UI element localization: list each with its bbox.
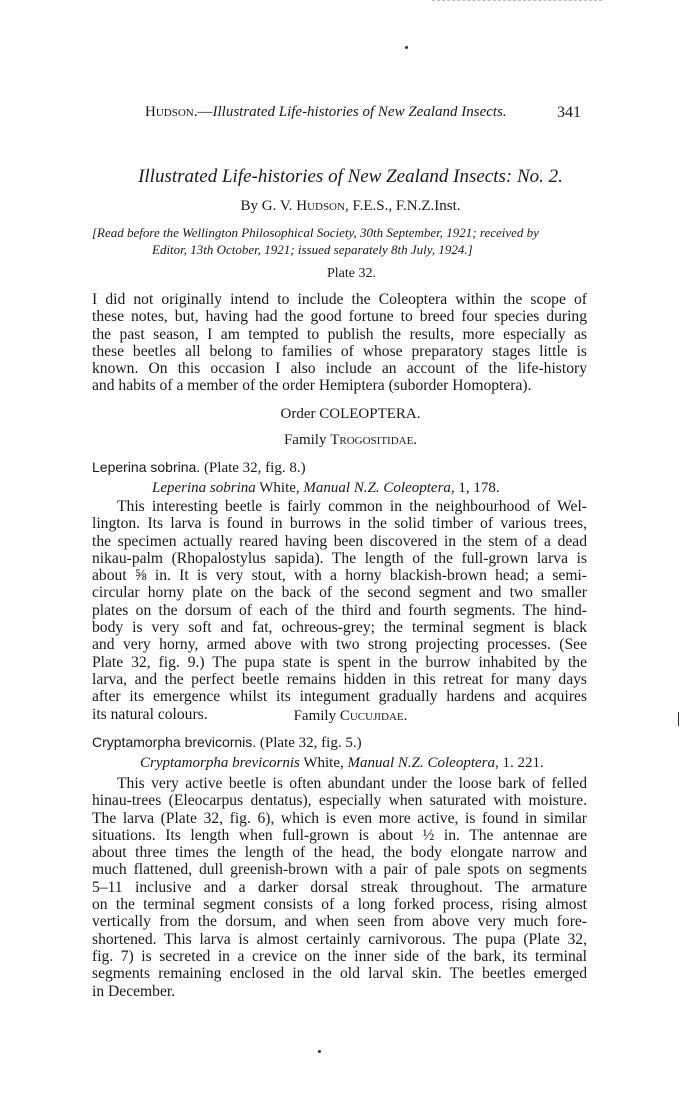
read-note-line-1: [Read before the Wellington Philosophical Society, 30th September, 1921; received by bbox=[92, 225, 539, 240]
text-line: larva, and the perfect beetle remains hidden in this retreat for many days bbox=[92, 670, 587, 688]
text-line: situations. Its length when full-grown is about ½ in. The antennae are bbox=[92, 826, 587, 844]
byline-credentials: , F.E.S., F.N.Z.Inst. bbox=[344, 198, 461, 214]
text-line: about three times the length of the head, the body elongate narrow and bbox=[92, 844, 587, 862]
intro-line: these notes, but, having had the good fortune to breed four species during bbox=[92, 308, 587, 326]
text-line: vertically from the dorsum, and when seen from above very much fore- bbox=[92, 913, 587, 931]
species-plate-ref: (Plate 32, fig. 5.) bbox=[259, 735, 362, 751]
species-citation-leperina bbox=[152, 480, 500, 497]
text-line: This interesting beetle is fairly common in the neighbourhood of Wel- bbox=[117, 498, 587, 515]
intro-line: these beetles all belong to families of whose preparatory stages little is bbox=[92, 342, 587, 360]
text-line: plates on the dorsum of each of the third and fourth segments. The hind- bbox=[92, 601, 587, 619]
article-title: Illustrated Life-histories of New Zealand Insects: No. 2. bbox=[138, 166, 563, 187]
species-citation-cryptamorpha bbox=[140, 755, 544, 772]
family-prefix: Family bbox=[283, 432, 331, 448]
citation-species: Leperina sobrina bbox=[152, 480, 256, 496]
family-heading-cucujidae bbox=[0, 705, 681, 725]
text-line: on the terminal segment consists of a long forked process, rising almost bbox=[92, 896, 587, 914]
text-line: and very horny, armed above with two strong projecting processes. (See bbox=[92, 636, 587, 654]
intro-line: the past season, I am tempted to publish the results, more especially as bbox=[92, 325, 587, 343]
running-head bbox=[145, 104, 595, 124]
text-line: circular horny plate on the back of the second segment and two smaller bbox=[92, 584, 587, 602]
leperina-description bbox=[92, 498, 587, 723]
citation-author: White, bbox=[299, 755, 348, 771]
text-line: its natural colours. bbox=[92, 705, 208, 723]
citation-book: Manual N.Z. Coleoptera bbox=[303, 480, 451, 496]
cryptamorpha-description bbox=[92, 775, 587, 1000]
running-head-title: Illustrated Life-histories of New Zealand Insects. bbox=[212, 104, 507, 120]
species-heading-leperina bbox=[92, 459, 306, 477]
byline-author: Hudson bbox=[296, 198, 345, 214]
plate-reference: Plate 32. bbox=[327, 266, 376, 281]
text-line: about ⅝ in. It is very stout, with a horny blackish-brown head; a semi- bbox=[92, 567, 587, 585]
text-line: The larva (Plate 32, fig. 6), which is even more active, is found in similar bbox=[92, 809, 587, 827]
read-note-line-2: Editor, 13th October, 1921; issued separately 8th July, 1924.] bbox=[152, 242, 473, 257]
text-line: after its emergence whilst its integument gradually hardens and acquires bbox=[92, 688, 587, 706]
intro-line: and habits of a member of the order Hemiptera (suborder Homoptera). bbox=[92, 377, 532, 395]
text-line: hinau-trees (Eleocarpus dentatus), especially when saturated with moisture. bbox=[92, 792, 587, 810]
scan-speck bbox=[318, 1050, 321, 1053]
running-head-text bbox=[145, 104, 507, 121]
intro-line: I did not originally intend to include the Coleoptera within the scope of bbox=[92, 291, 587, 308]
running-head-author: Hudson bbox=[145, 104, 194, 120]
byline-prefix: By G. V. bbox=[240, 198, 297, 214]
species-name: Leperina sobrina. bbox=[92, 459, 201, 475]
text-line: nikau-palm (Rhopalostylus sapida). The length of the full-grown larva is bbox=[92, 549, 587, 567]
text-line: the specimen actually reared having been discovered in the stem of a dead bbox=[92, 532, 587, 550]
family-prefix: Family bbox=[293, 708, 340, 724]
intro-line: known. On this occasion I also include an account of the life-history bbox=[92, 360, 587, 378]
text-line: fig. 7) is secreted in a crevice on the inner side of the bark, its terminal bbox=[92, 947, 587, 965]
family-name: Cucujidae. bbox=[339, 708, 408, 724]
text-line: segments remaining enclosed in the old larval skin. The beetles emerged bbox=[92, 965, 587, 983]
page-number: 341 bbox=[557, 104, 581, 121]
text-line: in December. bbox=[92, 982, 176, 1000]
scan-artifact-top bbox=[432, 0, 602, 5]
species-heading-cryptamorpha bbox=[92, 734, 362, 752]
species-name: Cryptamorpha brevicornis. bbox=[92, 734, 257, 750]
species-plate-ref: (Plate 32, fig. 8.) bbox=[203, 460, 306, 476]
intro-paragraph bbox=[92, 291, 587, 395]
family-name: Trogositidae. bbox=[330, 432, 418, 448]
read-note bbox=[92, 224, 587, 258]
article-byline bbox=[0, 198, 681, 215]
text-line: body is very soft and fat, ochreous-grey; the terminal segment is black bbox=[92, 619, 587, 637]
text-line: shortened. This larva is almost certainly carnivorous. The pupa (Plate 32, bbox=[92, 930, 587, 948]
citation-ref: , 1. 221. bbox=[495, 755, 544, 771]
running-head-separator: .— bbox=[193, 104, 213, 120]
text-line: This very active beetle is often abundant under the loose bark of felled bbox=[117, 775, 587, 792]
scan-speck bbox=[405, 46, 408, 49]
text-line: 5–11 inclusive and a darker dorsal streak throughout. The armature bbox=[92, 878, 587, 896]
text-line: lington. Its larva is found in burrows in the solid timber of various trees, bbox=[92, 515, 587, 533]
text-line: Plate 32, fig. 9.) The pupa state is spent in the burrow inhabited by the bbox=[92, 653, 587, 671]
citation-species: Cryptamorpha brevicornis bbox=[140, 755, 300, 771]
family-heading-trogositidae bbox=[0, 432, 681, 449]
citation-author: White, bbox=[255, 480, 304, 496]
citation-book: Manual N.Z. Coleoptera bbox=[347, 755, 496, 771]
text-line: much flattened, dull greenish-brown with a pair of pale spots on segments bbox=[92, 861, 587, 879]
citation-ref: , 1, 178. bbox=[450, 480, 500, 496]
order-heading: Order COLEOPTERA. bbox=[280, 406, 421, 422]
